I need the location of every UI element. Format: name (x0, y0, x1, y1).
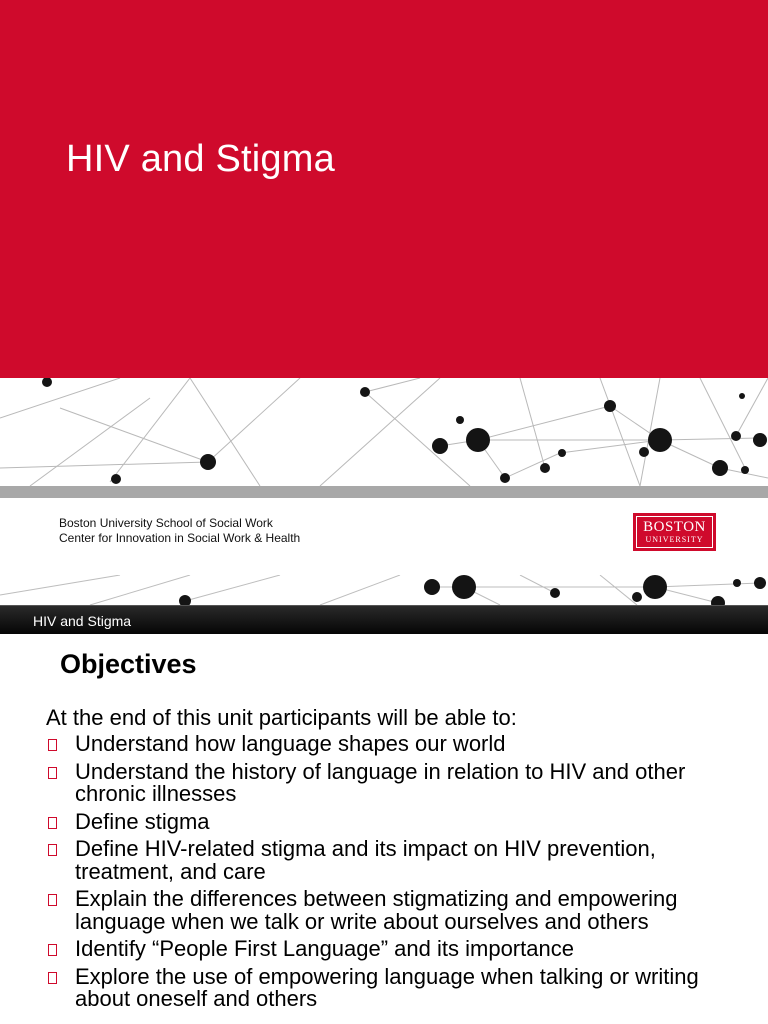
logo-line-1: BOSTON (643, 518, 706, 535)
box-icon (48, 894, 57, 906)
logo-line-2: UNIVERSITY (645, 534, 704, 544)
list-item: Understand the history of language in relation to HIV and other chronic illnesses (46, 761, 736, 806)
institution-text (59, 516, 300, 546)
objectives-heading: Objectives (60, 649, 197, 679)
slide-header-bar (0, 605, 768, 634)
boston-university-logo (633, 513, 716, 551)
list-item: Understand how language shapes our world (46, 733, 736, 756)
title-band (0, 0, 768, 378)
slide-title: HIV and Stigma (66, 138, 335, 180)
box-icon (48, 844, 57, 856)
network-graphic-top (0, 378, 768, 486)
header-label: HIV and Stigma (33, 613, 132, 629)
institution-line-1: Boston University School of Social Work (59, 516, 273, 530)
institution-line-2: Center for Innovation in Social Work & Health (59, 531, 301, 545)
box-icon (48, 817, 57, 829)
objectives-slide (0, 605, 768, 1024)
list-item: Explore the use of empowering language when talking or writing about oneself and others (46, 966, 736, 1011)
list-item: Identify “People First Language” and its importance (46, 938, 736, 961)
box-icon (48, 739, 57, 751)
box-icon (48, 944, 57, 956)
list-item: Define HIV-related stigma and its impact on HIV prevention, treatment, and care (46, 838, 736, 883)
box-icon (48, 972, 57, 984)
divider-bar (0, 486, 768, 498)
network-graphic-bottom (0, 575, 768, 605)
list-item: Define stigma (46, 811, 736, 834)
list-item: Explain the differences between stigmatizing and empowering language when we talk or write about ourselves and others (46, 888, 736, 933)
objectives-list (46, 733, 736, 1016)
box-icon (48, 767, 57, 779)
objectives-intro: At the end of this unit participants will be able to: (46, 705, 517, 730)
